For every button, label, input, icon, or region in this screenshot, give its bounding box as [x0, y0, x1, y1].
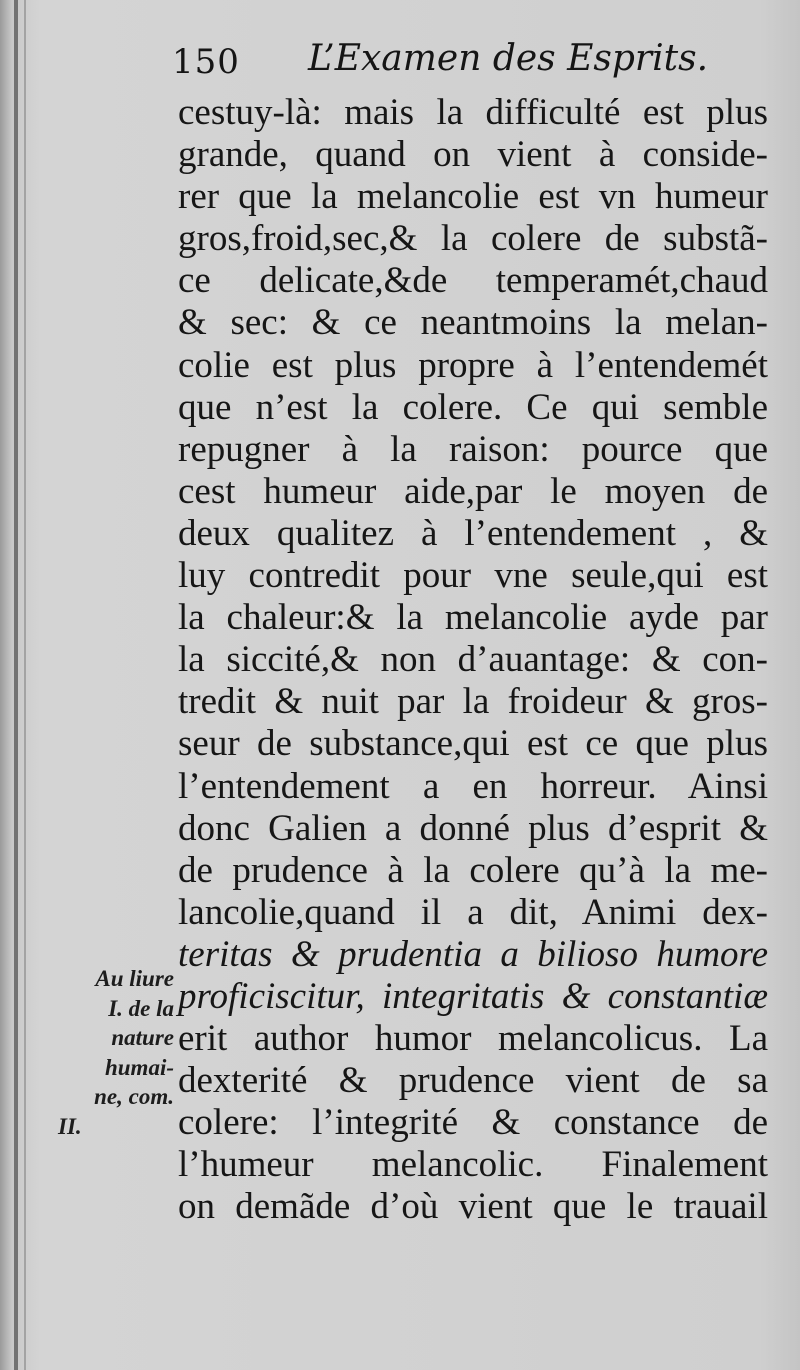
text-line: ce delicate,&de temperamét,chaud — [178, 260, 768, 302]
text-line: grande, quand on vient à conside- — [178, 134, 768, 176]
marginal-note — [44, 964, 174, 1141]
text-line: donc Galien a donné plus d’esprit & — [178, 807, 768, 849]
text-line: dexterité & prudence vient de sa — [178, 1060, 768, 1102]
text-line: la chaleur:& la melancolie ayde par — [178, 597, 768, 639]
binding-edge — [14, 0, 18, 1370]
marginal-line: nature — [111, 1025, 174, 1050]
binding-edge-shadow — [24, 0, 26, 1370]
text-line: deux qualitez à l’entendement , & — [178, 512, 768, 554]
text-line: colere: l’integrité & constance de — [178, 1102, 768, 1144]
marginal-line: Au liure — [95, 966, 174, 991]
text-line: de prudence à la colere qu’à la me- — [178, 849, 768, 891]
text-line: colie est plus propre à l’entendemét — [178, 344, 768, 386]
text-line: lancolie,quand il a dit, Animi dex- — [178, 891, 768, 933]
text-line-latin: proficiscitur, integritatis & constantiæ — [178, 975, 768, 1017]
text-line: luy contredit pour vne seule,qui est — [178, 555, 768, 597]
running-title: L’Examen des Esprits. — [308, 38, 709, 79]
marginal-line: II. — [58, 1113, 82, 1139]
text-line: l’humeur melancolic. Finalement — [178, 1144, 768, 1186]
marginal-line: humai- — [104, 1054, 174, 1080]
text-line: la siccité,& non d’auantage: & con- — [178, 639, 768, 681]
body-text — [178, 92, 768, 1229]
text-line: rer que la melancolie est vn humeur — [178, 176, 768, 218]
page-header — [172, 34, 772, 94]
text-line: tredit & nuit par la froideur & gros- — [178, 681, 768, 723]
text-line: que n’est la colere. Ce qui semble — [178, 386, 768, 428]
text-line: & sec: & ce neantmoins la melan- — [178, 302, 768, 344]
text-line: repugner à la raison: pource que — [178, 428, 768, 470]
text-line-latin: teritas & prudentia a bilioso humore — [178, 933, 768, 975]
text-line: seur de substance,qui est ce que plus — [178, 723, 768, 765]
text-line: l’entendement a en horreur. Ainsi — [178, 765, 768, 807]
marginal-line: ne, com. — [94, 1084, 174, 1109]
marginal-line: I. de la — [108, 995, 174, 1021]
text-line: cest humeur aide,par le moyen de — [178, 470, 768, 512]
text-line: cestuy-là: mais la difficulté est plus — [178, 92, 768, 133]
text-line: on demãde d’où vient que le trauail — [178, 1186, 768, 1228]
page-number: 150 — [172, 42, 240, 82]
text-line: gros,froid,sec,& la colere de substã- — [178, 218, 768, 260]
text-line: erit author humor melancolicus. La — [178, 1018, 768, 1060]
